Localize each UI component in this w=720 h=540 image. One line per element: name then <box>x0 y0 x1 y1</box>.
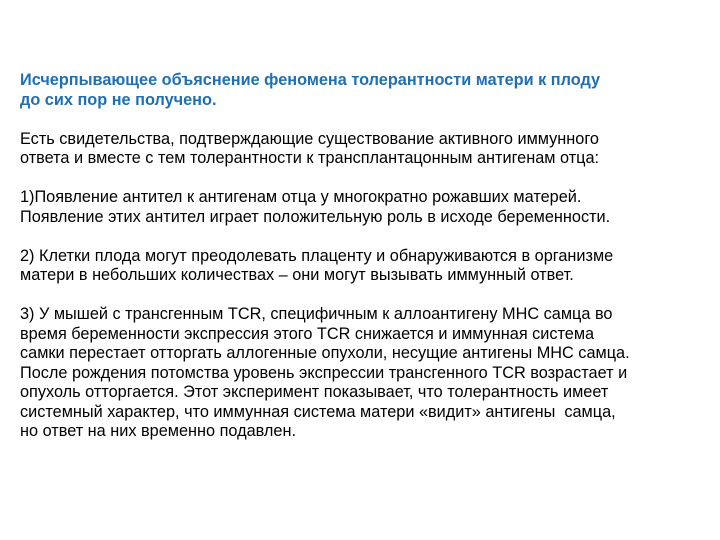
text-line: ответа и вместе с тем толерантности к трансплантацонным антигенам отца: <box>20 149 600 167</box>
paragraph-point-2 <box>20 247 710 286</box>
heading-line: до сих пор не получено. <box>20 90 217 109</box>
slide-content <box>20 71 710 442</box>
text-line: Есть свидетельства, подтверждающие существование активного иммунного <box>20 129 599 148</box>
paragraph-point-1 <box>20 188 710 227</box>
text-line: но ответ на них временно подавлен. <box>20 422 296 440</box>
text-line: 2) Клетки плода могут преодолевать плаценту и обнаруживаются в организме <box>20 246 614 265</box>
text-line: матери в небольших количествах – они могут вызывать иммунный ответ. <box>20 266 574 284</box>
heading-line: Исчерпывающее объяснение феномена толерантности матери к плоду <box>20 71 601 89</box>
slide-heading <box>20 71 710 110</box>
paragraph-point-3 <box>20 305 710 442</box>
text-line: время беременности экспрессия этого TCR снижается и иммунная система <box>20 324 595 343</box>
text-line: 1)Появление антител к антигенам отца у многократно рожавших матерей. <box>20 188 582 206</box>
text-line: системный характер, что иммунная система матери «видит» антигены самца, <box>20 402 616 421</box>
paragraph-intro <box>20 130 710 169</box>
text-line: Появление этих антител играет положительную роль в исходе беременности. <box>20 207 611 226</box>
text-line: самки перестает отторгать аллогенные опухоли, несущие антигены MHC самца. <box>20 344 630 362</box>
text-line: После рождения потомства уровень экспрессии трансгенного TCR возрастает и <box>20 363 628 382</box>
text-line: 3) У мышей с трансгенным TCR, специфичным к аллоантигену MHC самца во <box>20 305 613 323</box>
text-line: опухоль отторгается. Этот эксперимент показывает, что толерантность имеет <box>20 383 609 401</box>
